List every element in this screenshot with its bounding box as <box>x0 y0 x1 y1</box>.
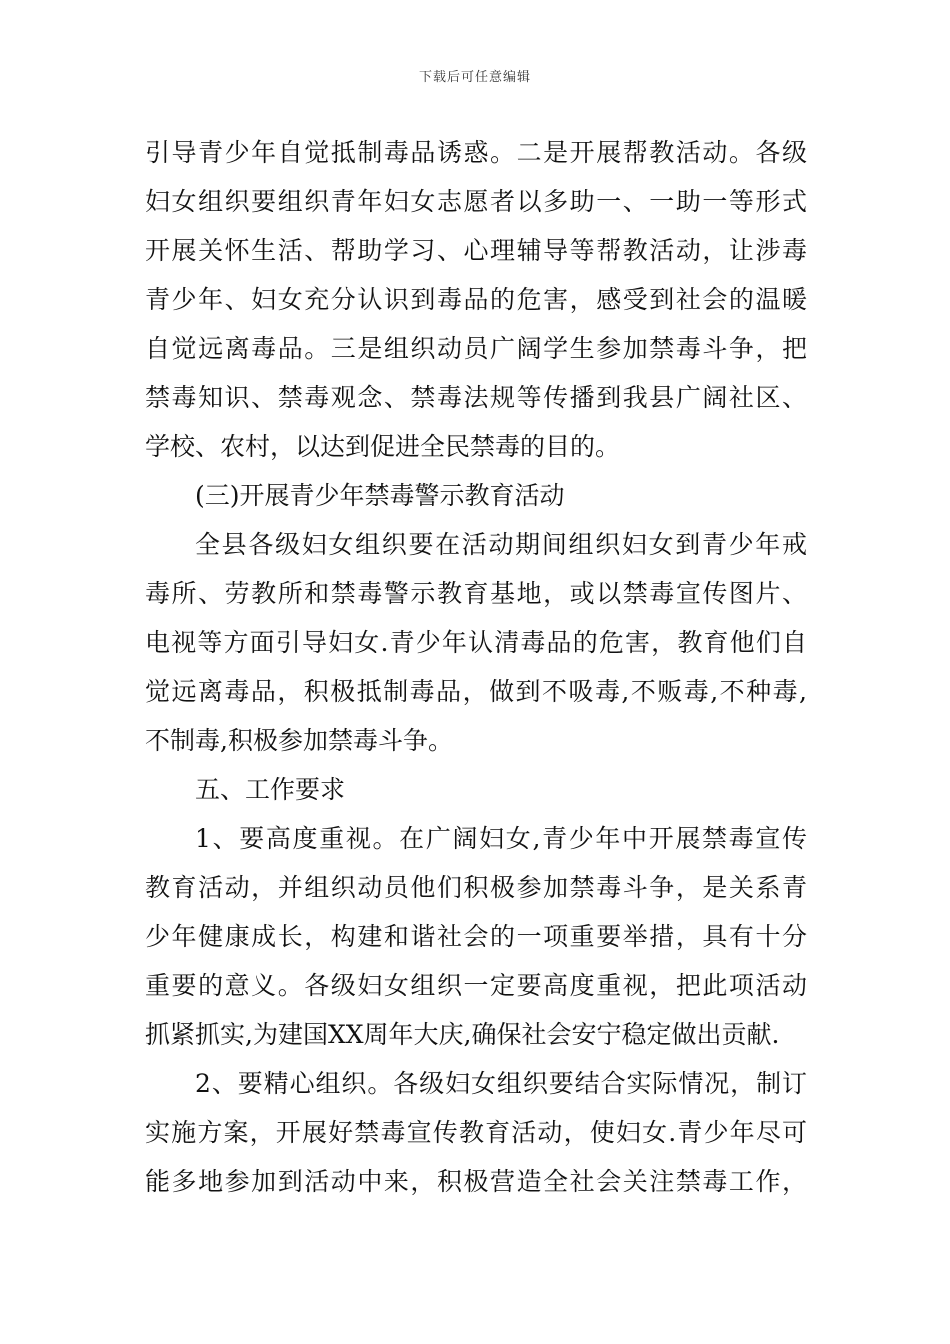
text-line: 能多地参加到活动中来，积极营造全社会关注禁毒工作， <box>145 1167 807 1196</box>
text-line: 自觉远离毒品。三是组织动员广阔学生参加禁毒斗争，把 <box>145 334 807 363</box>
text-line: 觉远离毒品，积极抵制毒品，做到不吸毒,不贩毒,不种毒, <box>145 677 807 706</box>
text-line: 不制毒,积极参加禁毒斗争。 <box>145 726 453 755</box>
text-line: 重要的意义。各级妇女组织一定要高度重视，把此项活动 <box>145 971 807 1000</box>
text-line: 妇女组织要组织青年妇女志愿者以多助一、一助一等形式 <box>145 187 807 216</box>
section-heading: (三)开展青少年禁毒警示教育活动 <box>195 481 565 510</box>
text-line: 开展关怀生活、帮助学习、心理辅导等帮教活动，让涉毒 <box>145 236 807 265</box>
text-line: 1、要高度重视。在广阔妇女,青少年中开展禁毒宣传 <box>195 824 807 853</box>
text-line: 实施方案，开展好禁毒宣传教育活动，使妇女.青少年尽可 <box>145 1118 807 1147</box>
text-line: 电视等方面引导妇女.青少年认清毒品的危害，教育他们自 <box>145 628 807 657</box>
text-line: 禁毒知识、禁毒观念、禁毒法规等传播到我县广阔社区、 <box>145 383 807 412</box>
text-line: 毒所、劳教所和禁毒警示教育基地，或以禁毒宣传图片、 <box>145 579 807 608</box>
text-line: 学校、农村，以达到促进全民禁毒的目的。 <box>145 432 621 461</box>
text-line: 2、要精心组织。各级妇女组织要结合实际情况，制订 <box>195 1069 807 1098</box>
text-line: 教育活动，并组织动员他们积极参加禁毒斗争，是关系青 <box>145 873 807 902</box>
page-header: 下载后可任意编辑 <box>418 70 531 85</box>
text-line: 引导青少年自觉抵制毒品诱惑。二是开展帮教活动。各级 <box>145 138 807 167</box>
text-line: 少年健康成长，构建和谐社会的一项重要举措，具有十分 <box>145 922 807 951</box>
text-line: 全县各级妇女组织要在活动期间组织妇女到青少年戒 <box>195 530 807 559</box>
text-line: 青少年、妇女充分认识到毒品的危害，感受到社会的温暖 <box>145 285 807 314</box>
document-body <box>145 128 807 1206</box>
section-heading: 五、工作要求 <box>195 775 346 804</box>
text-line: 抓紧抓实,为建国XX周年大庆,确保社会安宁稳定做出贡献. <box>145 1020 780 1049</box>
